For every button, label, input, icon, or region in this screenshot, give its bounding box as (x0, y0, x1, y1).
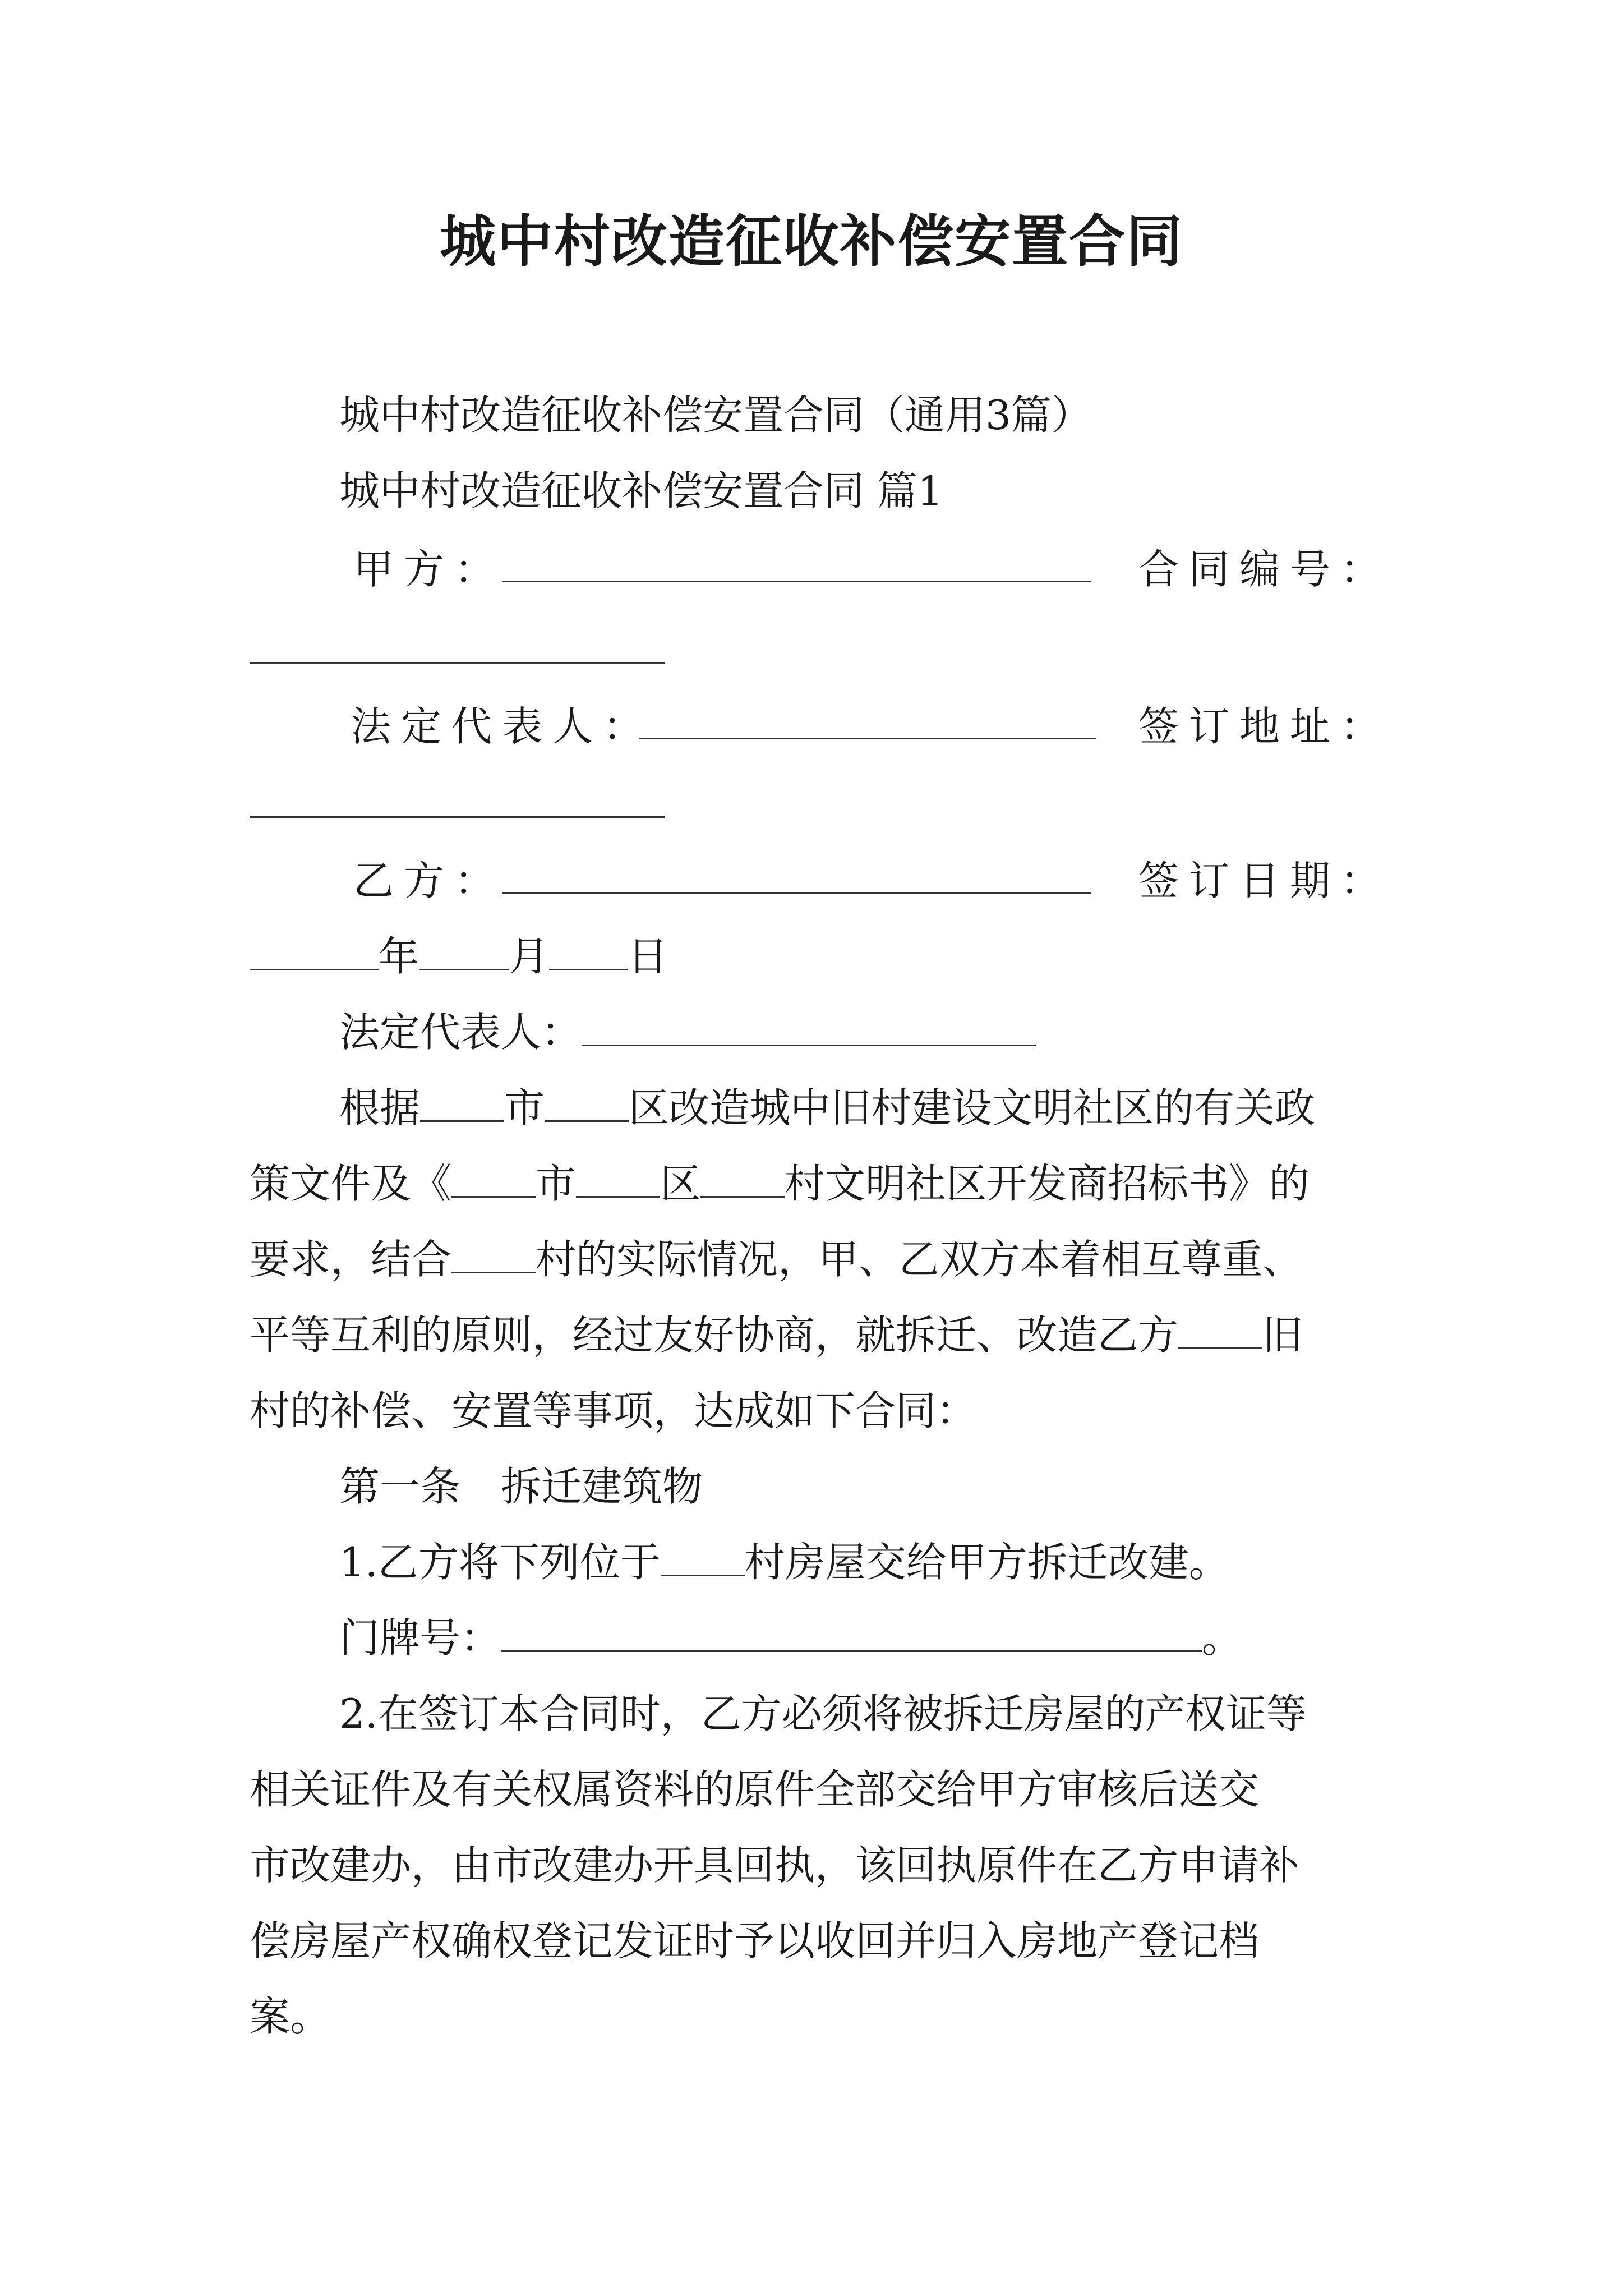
subtitle-part: 城中村改造征收补偿安置合同 篇1 (339, 467, 943, 514)
door-number-blank (501, 1611, 1202, 1652)
party-b-blank (502, 853, 1091, 894)
subtitle-general: 城中村改造征收补偿安置合同（通用3篇） (339, 392, 1092, 439)
article-1-title: 第一条 拆迁建筑物 (339, 1463, 703, 1510)
para1-line-1: 根据 市 区改造城中旧村建设文明社区的有关政 (339, 1080, 1391, 1136)
item-2-line-1: 2.在签订本合同时，乙方必须将被拆迁房屋的产权证等 (339, 1690, 1307, 1737)
month-blank (419, 930, 509, 970)
party-a-label: 甲方： (353, 546, 505, 593)
contract-no-label: 合同编号： (1138, 546, 1391, 593)
sign-place-blank (250, 816, 665, 818)
party-b-label: 乙方： (353, 857, 505, 904)
day-label: 日 (628, 933, 668, 980)
para1-line-5: 村的补偿、安置等事项，达成如下合同： (250, 1387, 977, 1434)
item-2-line-4: 偿房屋产权确权登记发证时予以收回并归入房地产登记档 (250, 1917, 1260, 1964)
item-1: 1.乙方将下列位于 村房屋交给甲方拆迁改建。 (339, 1534, 1391, 1590)
year-label: 年 (379, 933, 419, 980)
door-number-row: 门牌号： 。 (339, 1610, 1391, 1666)
legal-rep-row-2 (339, 1004, 1391, 1060)
legal-rep-label-2: 法定代表人： (339, 1009, 582, 1056)
document-title: 城中村改造征收补偿安置合同 (440, 208, 1183, 274)
date-row (250, 928, 1391, 984)
sign-place-label: 签订地址： (1138, 703, 1391, 750)
year-blank (250, 930, 379, 970)
item-2-line-3: 市改建办，由市改建办开具回执，该回执原件在乙方申请补 (250, 1842, 1300, 1889)
para1-line-4: 平等互利的原则，经过友好协商，就拆迁、改造乙方 旧 (250, 1307, 1391, 1363)
legal-rep-blank-2 (582, 1005, 1036, 1046)
item-2-line-5: 案。 (250, 1993, 331, 2040)
legal-rep-blank-1 (639, 698, 1096, 739)
item-2-line-2: 相关证件及有关权属资料的原件全部交给甲方审核后送交 (250, 1766, 1260, 1813)
month-label: 月 (509, 933, 550, 980)
legal-rep-label-1: 法定代表人： (351, 703, 654, 750)
sign-date-label: 签订日期： (1138, 857, 1391, 904)
para1-line-2: 策文件及《 市 区 村文明社区开发商招标书》的 (250, 1156, 1391, 1212)
contract-no-blank (250, 662, 665, 664)
para1-line-3: 要求，结合 村的实际情况，甲、乙双方本着相互尊重、 (250, 1231, 1391, 1287)
party-a-blank (502, 541, 1091, 582)
day-blank (549, 930, 628, 970)
door-number-label: 门牌号： (339, 1614, 501, 1662)
